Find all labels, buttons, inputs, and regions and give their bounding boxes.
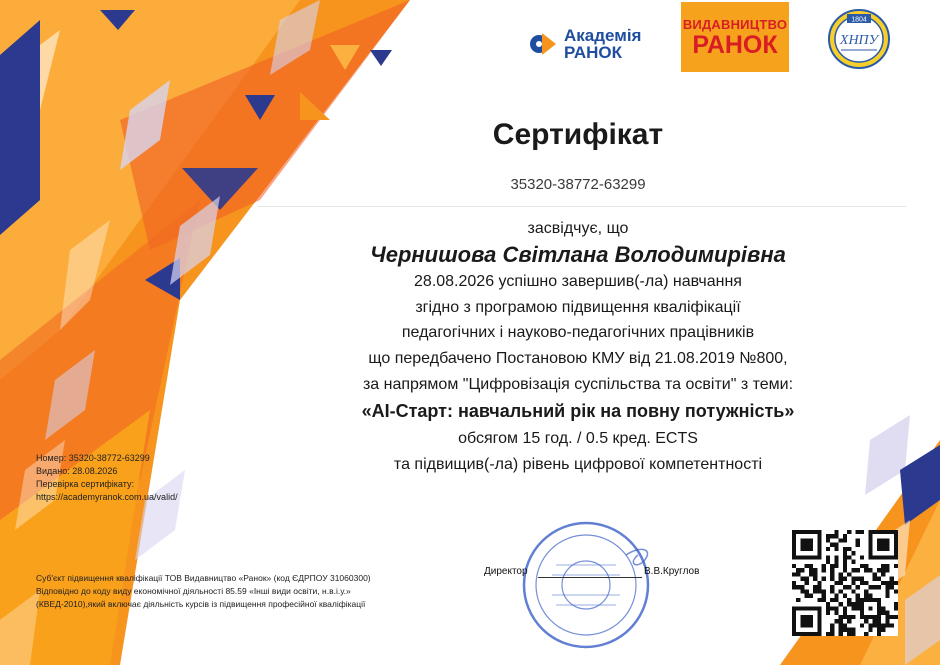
title-divider [258, 206, 906, 207]
provider-line-2: Відповідно до коду виду економічної діяльності 85.59 «Інші види освіти, н.в.і.у.» [36, 586, 351, 596]
competence-line: та підвищив(-ла) рівень цифрової компетентності [393, 456, 763, 473]
number-label: Номер: [36, 453, 67, 463]
university-abbr: ХНПУ [839, 33, 879, 48]
volume-line: обсягом 15 год. / 0.5 кред. ECTS [458, 430, 698, 447]
akademia-ranok-logo [528, 22, 668, 66]
akademia-logo-line2: РАНОК [564, 43, 622, 62]
verification-qr-code[interactable] [792, 530, 898, 636]
program-line-2: педагогічних і науково-педагогічних працівників [401, 324, 755, 341]
recipient-name: Чернишова Світлана Володимирівна [370, 242, 786, 267]
official-stamp [516, 515, 656, 655]
issued-label: Видано: [36, 466, 70, 476]
verification-block [36, 452, 276, 504]
director-label: Директор [484, 566, 528, 577]
provider-line-3: (КВЕД-2010),який включає діяльність курсів із підвищення професійної кваліфікації [36, 599, 366, 609]
certificate-title: Сертифікат [492, 118, 664, 151]
university-year: 1804 [851, 16, 867, 24]
akademia-logo-icon [528, 29, 558, 59]
issued-value: 28.08.2026 [72, 466, 118, 476]
course-title: «AI-Старт: навчальний рік на повну потужність» [361, 401, 795, 421]
signature-line [538, 577, 642, 578]
program-line-1: згідно з програмою підвищення кваліфікації [415, 299, 741, 316]
direction-line: за напрямом "Цифровізація суспільства та освіти" з теми: [362, 376, 794, 393]
provider-line-1: Суб'єкт підвищення кваліфікації ТОВ Видавництво «Ранок» (код ЄДРПОУ 31060300) [36, 573, 371, 583]
publisher-logo-line2: РАНОК [692, 30, 778, 59]
verification-number-row [36, 452, 276, 465]
check-label: Перевірка сертифікату: [36, 479, 134, 489]
university-emblem-logo [827, 8, 891, 70]
certifies-line: засвідчує, що [527, 220, 629, 237]
resolution-line: що передбачено Постановою КМУ від 21.08.2019 №800, [368, 350, 788, 367]
director-signature-row [484, 566, 744, 582]
akademia-logo-line1: Академія [564, 26, 642, 45]
publisher-logo-line1: ВИДАВНИЦТВО [682, 16, 788, 32]
number-value: 35320-38772-63299 [68, 453, 150, 463]
check-url-link[interactable]: https://academyranok.com.ua/valid/ [36, 492, 178, 502]
publisher-ranok-logo [681, 2, 789, 72]
director-name: В.В.Круглов [644, 566, 700, 577]
certificate-number: 35320-38772-63299 [510, 176, 646, 193]
completion-line: 28.08.2026 успішно завершив(-ла) навчання [414, 273, 742, 290]
verification-issued-row [36, 465, 276, 478]
provider-info-block [36, 572, 456, 611]
